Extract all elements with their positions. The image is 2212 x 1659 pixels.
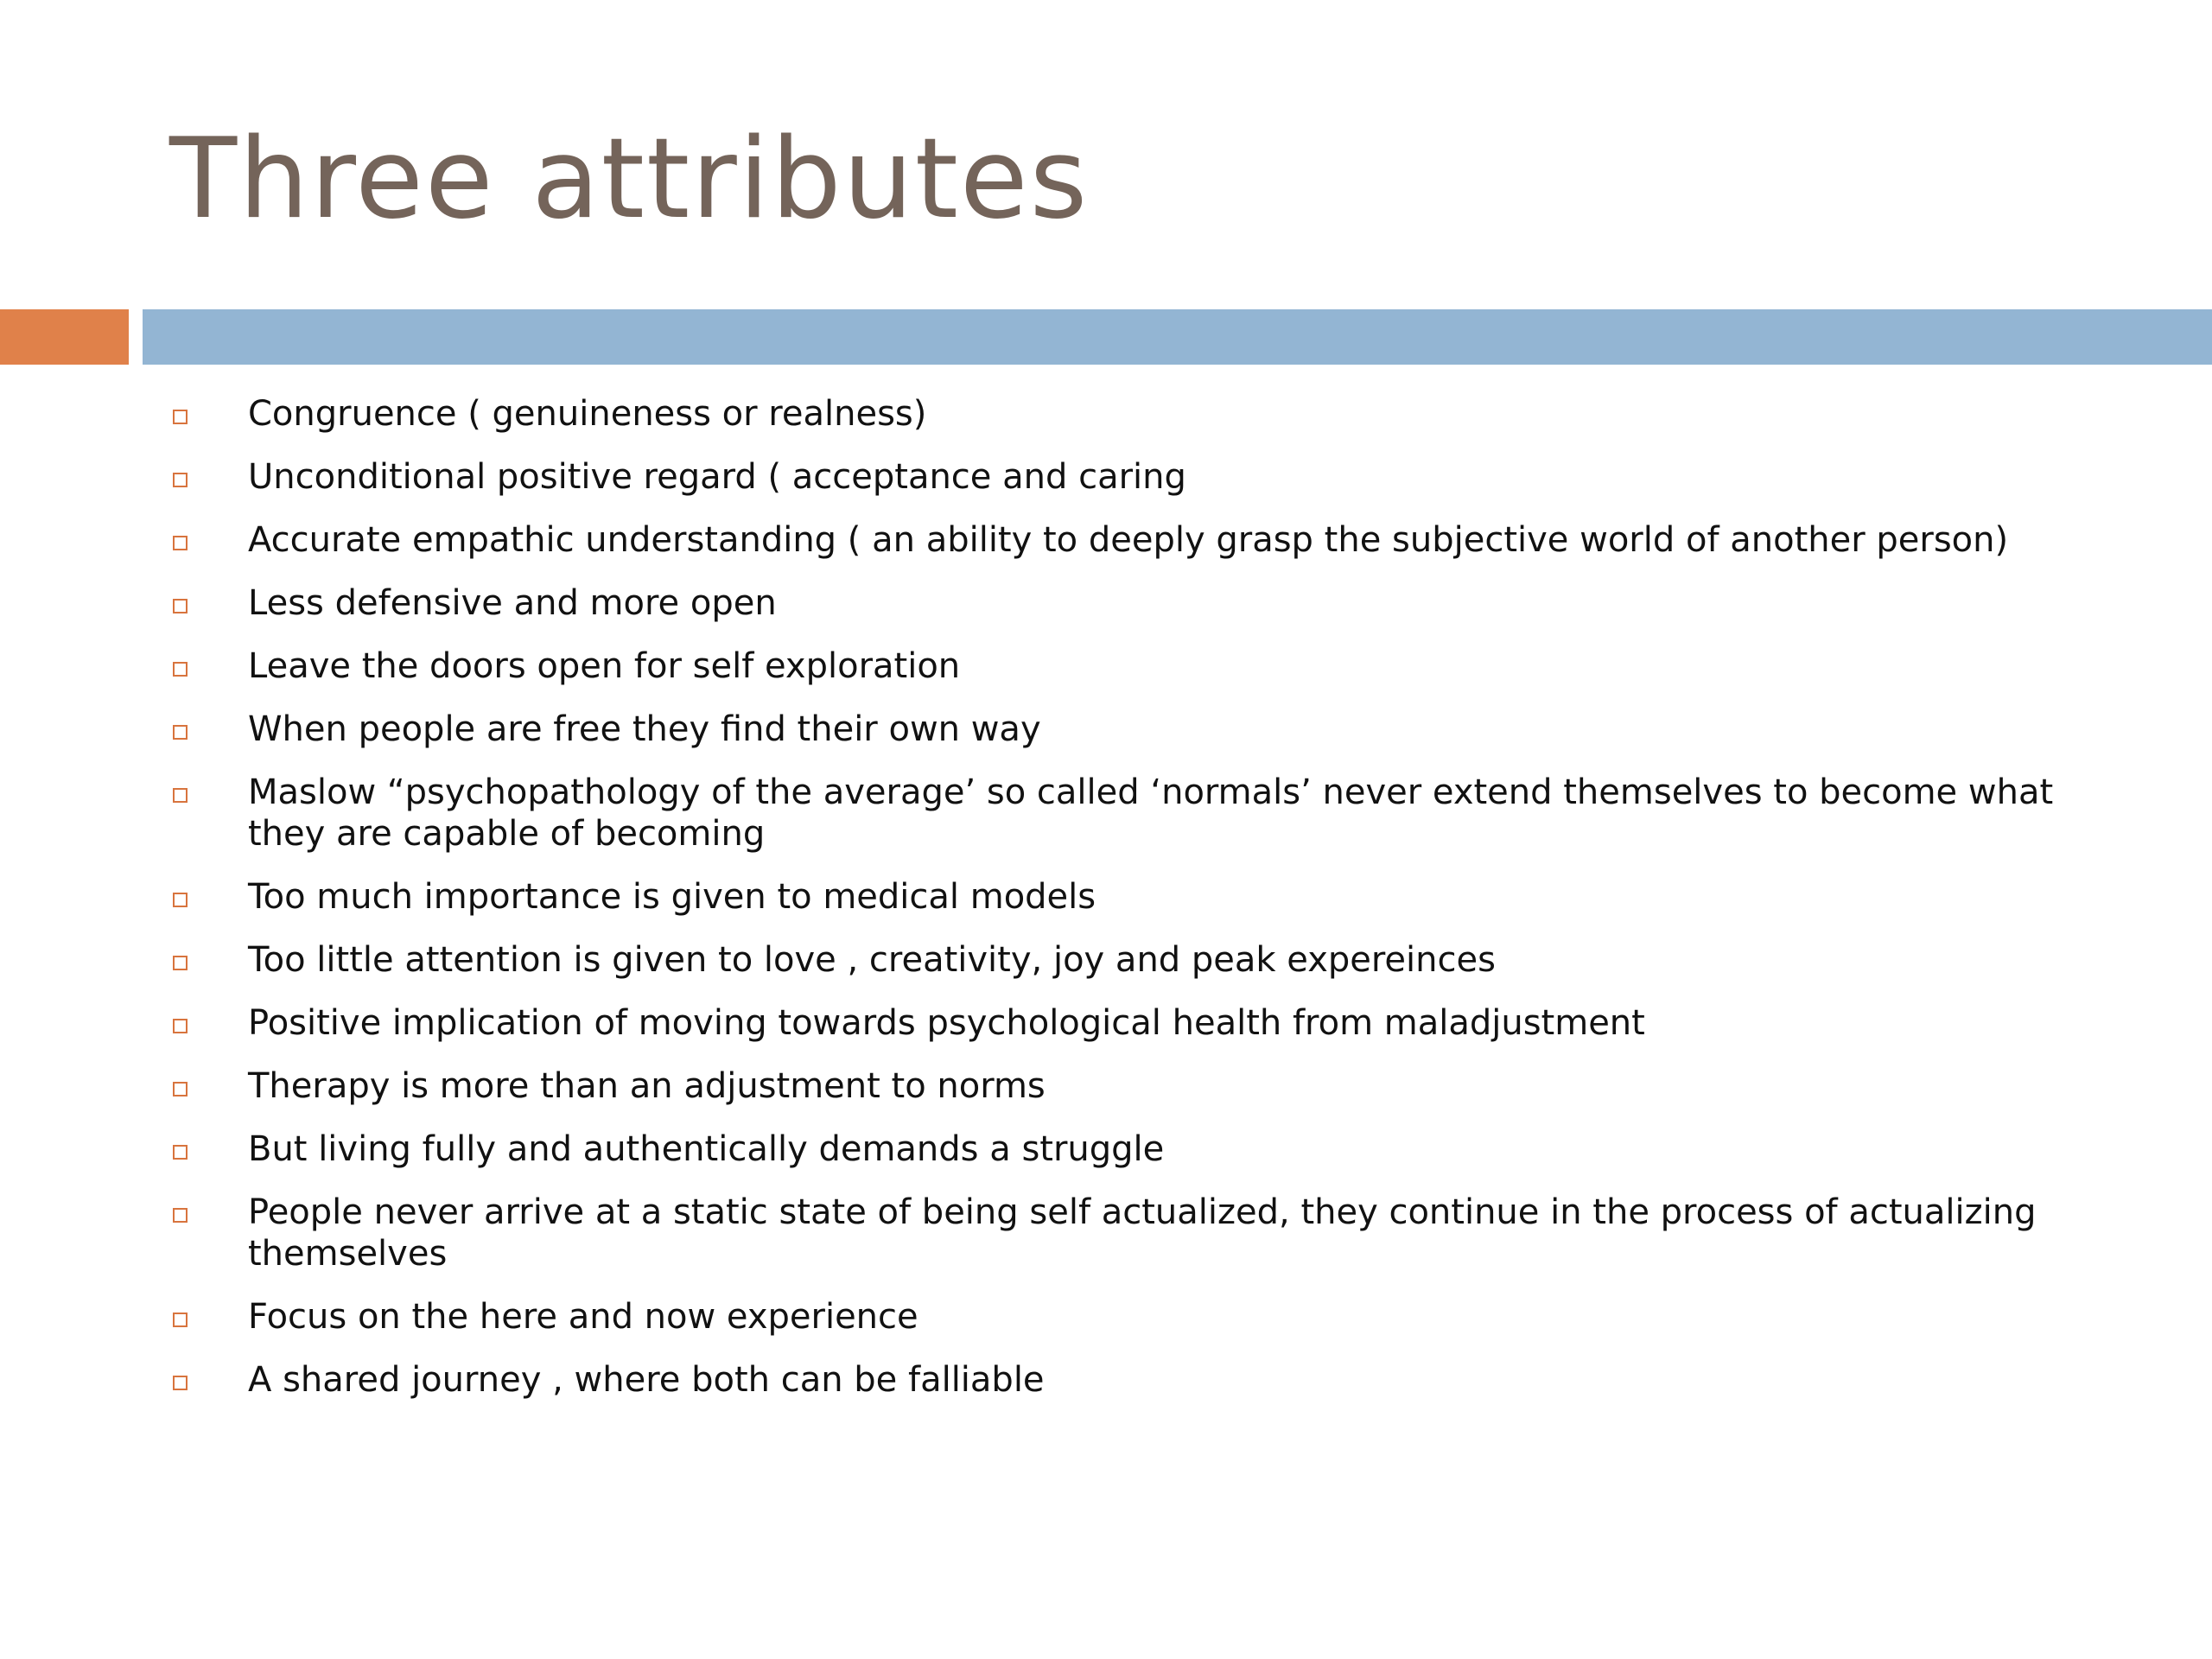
slide-title: Three attributes [169, 115, 1090, 244]
bullet-item [169, 1192, 2070, 1274]
hollow-square-bullet-icon [173, 662, 188, 677]
bullet-text: Focus on the here and now experience [248, 1297, 918, 1337]
bullet-list [169, 393, 2070, 1422]
hollow-square-bullet-icon [173, 1208, 188, 1223]
bullet-text: Less defensive and more open [248, 583, 777, 623]
bullet-text: A shared journey , where both can be falliable [248, 1360, 1045, 1400]
bullet-item [169, 1002, 2070, 1044]
bullet-text: When people are free they find their own way [248, 709, 1041, 749]
hollow-square-bullet-icon [173, 788, 188, 803]
hollow-square-bullet-icon [173, 473, 188, 487]
hollow-square-bullet-icon [173, 599, 188, 613]
accent-bar [0, 309, 129, 365]
title-divider-bar [143, 309, 2212, 365]
bullet-item [169, 393, 2070, 435]
hollow-square-bullet-icon [173, 1082, 188, 1096]
bullet-text: Therapy is more than an adjustment to norms [248, 1066, 1046, 1106]
bullet-text: Positive implication of moving towards psychological health from maladjustment [248, 1003, 1645, 1043]
bullet-text: Unconditional positive regard ( acceptance and caring [248, 457, 1186, 497]
hollow-square-bullet-icon [173, 536, 188, 550]
bullet-text: Too little attention is given to love , creativity, joy and peak expereinces [248, 940, 1496, 980]
bullet-item [169, 645, 2070, 687]
bullet-text: People never arrive at a static state of being self actualized, they continue in the process of actualizing themselves [248, 1192, 2037, 1274]
bullet-item [169, 1065, 2070, 1107]
bullet-item [169, 709, 2070, 750]
bullet-text: Too much importance is given to medical models [248, 877, 1096, 917]
hollow-square-bullet-icon [173, 893, 188, 907]
hollow-square-bullet-icon [173, 1019, 188, 1033]
hollow-square-bullet-icon [173, 1313, 188, 1327]
bullet-item [169, 1296, 2070, 1338]
hollow-square-bullet-icon [173, 956, 188, 970]
bullet-item [169, 1359, 2070, 1401]
hollow-square-bullet-icon [173, 725, 188, 740]
hollow-square-bullet-icon [173, 1145, 188, 1160]
bullet-text: Maslow “psychopathology of the average’ so called ‘normals’ never extend themselves to become what they are capable of becoming [248, 772, 2054, 854]
bullet-item [169, 939, 2070, 981]
bullet-item [169, 582, 2070, 624]
bullet-item [169, 456, 2070, 498]
hollow-square-bullet-icon [173, 410, 188, 424]
bullet-item [169, 519, 2070, 561]
bullet-text: Leave the doors open for self exploration [248, 646, 961, 686]
bullet-text: Congruence ( genuineness or realness) [248, 394, 927, 434]
bullet-text: But living fully and authentically demands a struggle [248, 1129, 1165, 1169]
bullet-item [169, 1128, 2070, 1170]
bullet-text: Accurate empathic understanding ( an ability to deeply grasp the subjective world of another person) [248, 520, 2009, 560]
bullet-item [169, 876, 2070, 918]
hollow-square-bullet-icon [173, 1376, 188, 1390]
bullet-item [169, 772, 2070, 855]
